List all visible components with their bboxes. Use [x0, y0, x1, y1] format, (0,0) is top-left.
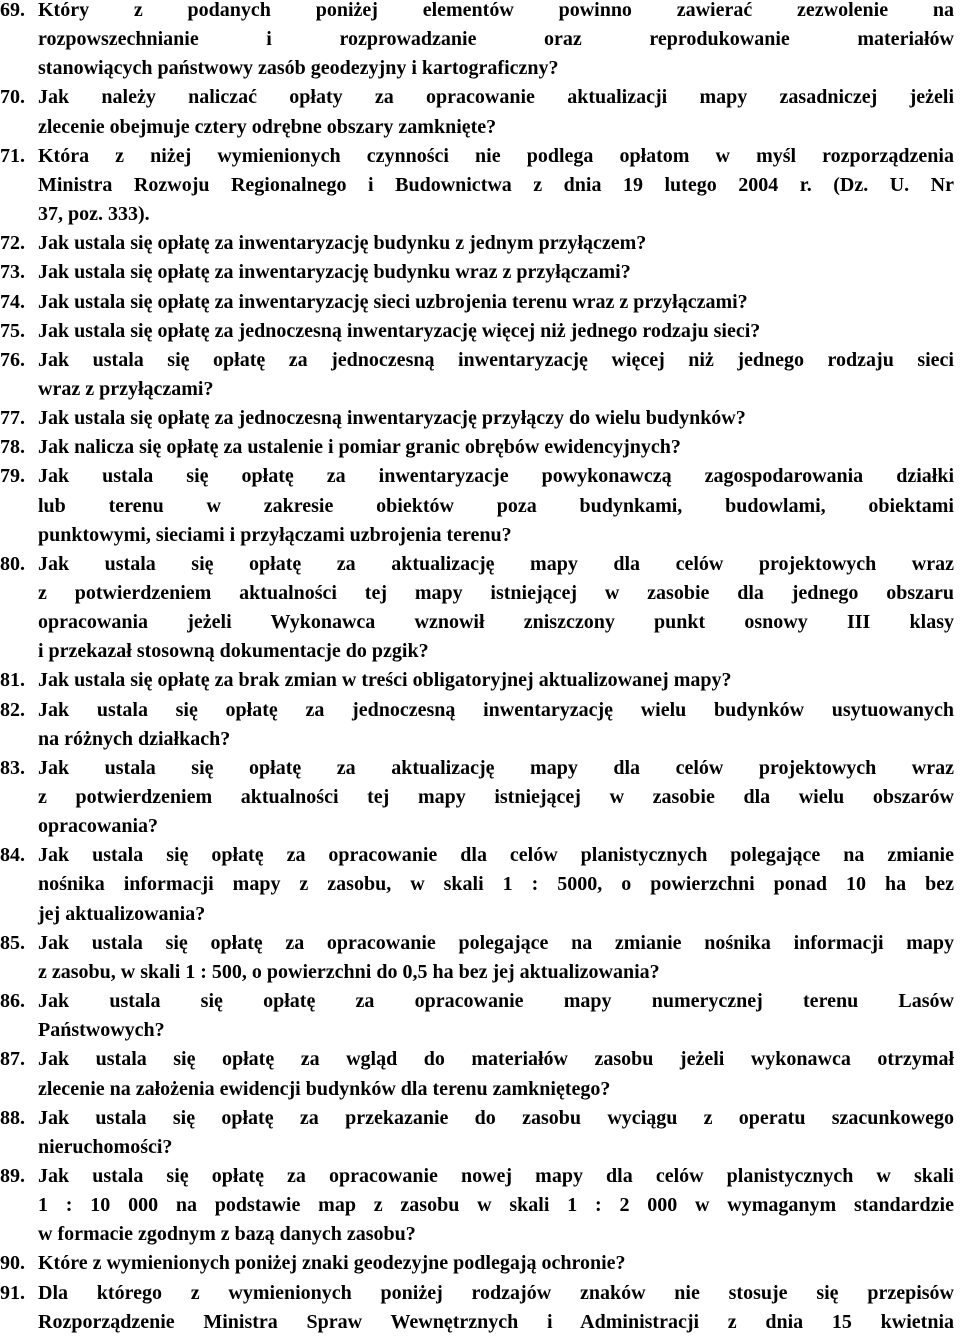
question-text-line: Ministra Rozwoju Regionalnego i Budownictwa z dnia 19 lutego 2004 r. (Dz. U. Nr — [38, 173, 954, 196]
question-item — [0, 987, 960, 1045]
question-text-line: i przekazał stosowną dokumentacje do pzgik? — [38, 640, 429, 663]
question-text-line: zlecenie obejmuje cztery odrębne obszary zamknięte? — [38, 115, 497, 138]
question-text-line: na różnych działkach? — [38, 727, 231, 750]
question-number: 83. — [0, 756, 25, 779]
question-text-line: Jak ustala się opłatę za wgląd do materiałów zasobu jeżeli wykonawca otrzymał — [38, 1048, 954, 1071]
question-number: 88. — [0, 1106, 25, 1129]
question-number: 87. — [0, 1048, 25, 1071]
question-text-line: Jak ustala się opłatę za jednoczesną inwentaryzację więcej niż jednego rodzaju sieci — [38, 348, 954, 371]
question-item — [0, 754, 960, 841]
question-text-line: Jak należy naliczać opłaty za opracowanie aktualizacji mapy zasadniczej jeżeli — [38, 86, 954, 109]
question-text-line: Jak ustala się opłatę za inwentaryzację budynku wraz z przyłączami? — [38, 261, 631, 284]
question-number: 77. — [0, 407, 25, 430]
question-text-line: Jak ustala się opłatę za aktualizację mapy dla celów projektowych wraz — [38, 756, 954, 779]
question-text-line: Jak ustala się opłatę za brak zmian w treści obligatoryjnej aktualizowanej mapy? — [38, 669, 732, 692]
question-text-line: stanowiących państwowy zasób geodezyjny i kartograficzny? — [38, 57, 559, 80]
question-number: 89. — [0, 1165, 25, 1187]
question-text-line: Jak ustala się opłatę za inwentaryzację sieci uzbrojenia terenu wraz z przyłączami? — [38, 290, 748, 313]
question-item — [0, 1249, 960, 1278]
question-number: 76. — [0, 348, 25, 371]
question-item — [0, 433, 960, 462]
question-number: 75. — [0, 319, 25, 342]
question-item — [0, 83, 960, 141]
question-text-line: Jak ustala się opłatę za jednoczesną inwentaryzację więcej niż jednego rodzaju sieci? — [38, 319, 761, 342]
question-item — [0, 1279, 960, 1336]
question-text-line: Jak ustala się opłatę za jednoczesną inwentaryzację wielu budynków usytuowanych — [38, 698, 954, 721]
question-text-line: 1 : 10 000 na podstawie map z zasobu w skali 1 : 2 000 w wymaganym standardzie — [38, 1194, 954, 1217]
question-text-line: opracowania? — [38, 815, 158, 838]
question-text-line: Jak ustala się opłatę za jednoczesną inwentaryzację przyłączy do wielu budynków? — [38, 407, 746, 430]
question-number: 82. — [0, 698, 25, 721]
question-number: 91. — [0, 1281, 25, 1304]
question-item — [0, 346, 960, 404]
question-item — [0, 550, 960, 667]
question-number: 81. — [0, 669, 25, 692]
question-item — [0, 317, 960, 346]
question-item — [0, 1162, 960, 1249]
question-item — [0, 288, 960, 317]
question-number: 86. — [0, 990, 25, 1013]
question-text-line: Jak ustala się opłatę za opracowanie nowej mapy dla celów planistycznych w skali — [38, 1165, 954, 1187]
question-text-line: Który z podanych poniżej elementów powinno zawierać zezwolenie na — [38, 0, 954, 21]
question-number: 90. — [0, 1252, 25, 1275]
question-text-line: jej aktualizowania? — [38, 902, 206, 925]
question-text-line: rozpowszechnianie i rozprowadzanie oraz reprodukowanie materiałów — [38, 28, 954, 51]
question-item — [0, 142, 960, 229]
question-text-line: z zasobu, w skali 1 : 500, o powierzchni do 0,5 ha bez jej aktualizowania? — [38, 960, 660, 983]
question-text-line: zlecenie na założenia ewidencji budynków dla terenu zamkniętego? — [38, 1077, 611, 1100]
question-item — [0, 666, 960, 695]
question-number: 74. — [0, 290, 25, 313]
question-item — [0, 841, 960, 928]
question-text-line: lub terenu w zakresie obiektów poza budynkami, budowlami, obiektami — [38, 494, 954, 517]
question-item — [0, 258, 960, 287]
question-text-line: Jak ustala się opłatę za opracowanie mapy numerycznej terenu Lasów — [38, 990, 954, 1013]
question-item — [0, 696, 960, 754]
question-text-line: Jak ustala się opłatę za aktualizację mapy dla celów projektowych wraz — [38, 552, 954, 575]
question-number: 84. — [0, 844, 25, 867]
question-number: 71. — [0, 144, 25, 167]
question-number: 79. — [0, 465, 25, 488]
question-item — [0, 0, 960, 83]
question-text-line: opracowania jeżeli Wykonawca wznowił zniszczony punkt osnowy III klasy — [38, 611, 954, 634]
question-text-line: Jak nalicza się opłatę za ustalenie i pomiar granic obrębów ewidencyjnych? — [38, 436, 681, 459]
question-number: 73. — [0, 261, 25, 284]
question-item — [0, 229, 960, 258]
question-text-line: Jak ustala się opłatę za przekazanie do zasobu wyciągu z operatu szacunkowego — [38, 1106, 954, 1129]
question-number: 80. — [0, 552, 25, 575]
question-text-line: 37, poz. 333). — [38, 203, 150, 226]
question-number: 69. — [0, 0, 25, 21]
question-text-line: Państwowych? — [38, 1019, 165, 1042]
question-number: 78. — [0, 436, 25, 459]
question-text-line: Które z wymienionych poniżej znaki geodezyjne podlegają ochronie? — [38, 1252, 626, 1275]
question-item — [0, 462, 960, 549]
question-text-line: z potwierdzeniem aktualności tej mapy istniejącej w zasobie dla jednego obszaru — [38, 581, 954, 604]
question-text-line: nieruchomości? — [38, 1135, 173, 1158]
question-item — [0, 1045, 960, 1103]
question-item — [0, 929, 960, 987]
question-number: 72. — [0, 232, 25, 255]
question-text-line: nośnika informacji mapy z zasobu, w skali 1 : 5000, o powierzchni ponad 10 ha bez — [38, 873, 954, 896]
question-text-line: Jak ustala się opłatę za inwentaryzację budynku z jednym przyłączem? — [38, 232, 647, 255]
question-text-line: w formacie zgodnym z bazą danych zasobu? — [38, 1223, 416, 1246]
question-text-line: wraz z przyłączami? — [38, 377, 214, 400]
question-number: 70. — [0, 86, 25, 109]
question-text-line: Rozporządzenie Ministra Spraw Wewnętrznych i Administracji z dnia 15 kwietnia — [38, 1310, 954, 1333]
question-item — [0, 404, 960, 433]
question-text-line: Jak ustala się opłatę za opracowanie dla celów planistycznych polegające na zmianie — [38, 844, 954, 867]
question-text-line: Która z niżej wymienionych czynności nie podlega opłatom w myśl rozporządzenia — [38, 144, 954, 167]
question-item — [0, 1104, 960, 1162]
question-text-line: punktowymi, sieciami i przyłączami uzbrojenia terenu? — [38, 523, 512, 546]
question-number: 85. — [0, 931, 25, 954]
question-text-line: Jak ustala się opłatę za inwentaryzacje powykonawczą zagospodarowania działki — [38, 465, 954, 488]
question-text-line: Jak ustala się opłatę za opracowanie polegające na zmianie nośnika informacji mapy — [38, 931, 954, 954]
question-text-line: Dla którego z wymienionych poniżej rodzajów znaków nie stosuje się przepisów — [38, 1281, 954, 1304]
question-text-line: z potwierdzeniem aktualności tej mapy istniejącej w zasobie dla wielu obszarów — [38, 786, 954, 809]
